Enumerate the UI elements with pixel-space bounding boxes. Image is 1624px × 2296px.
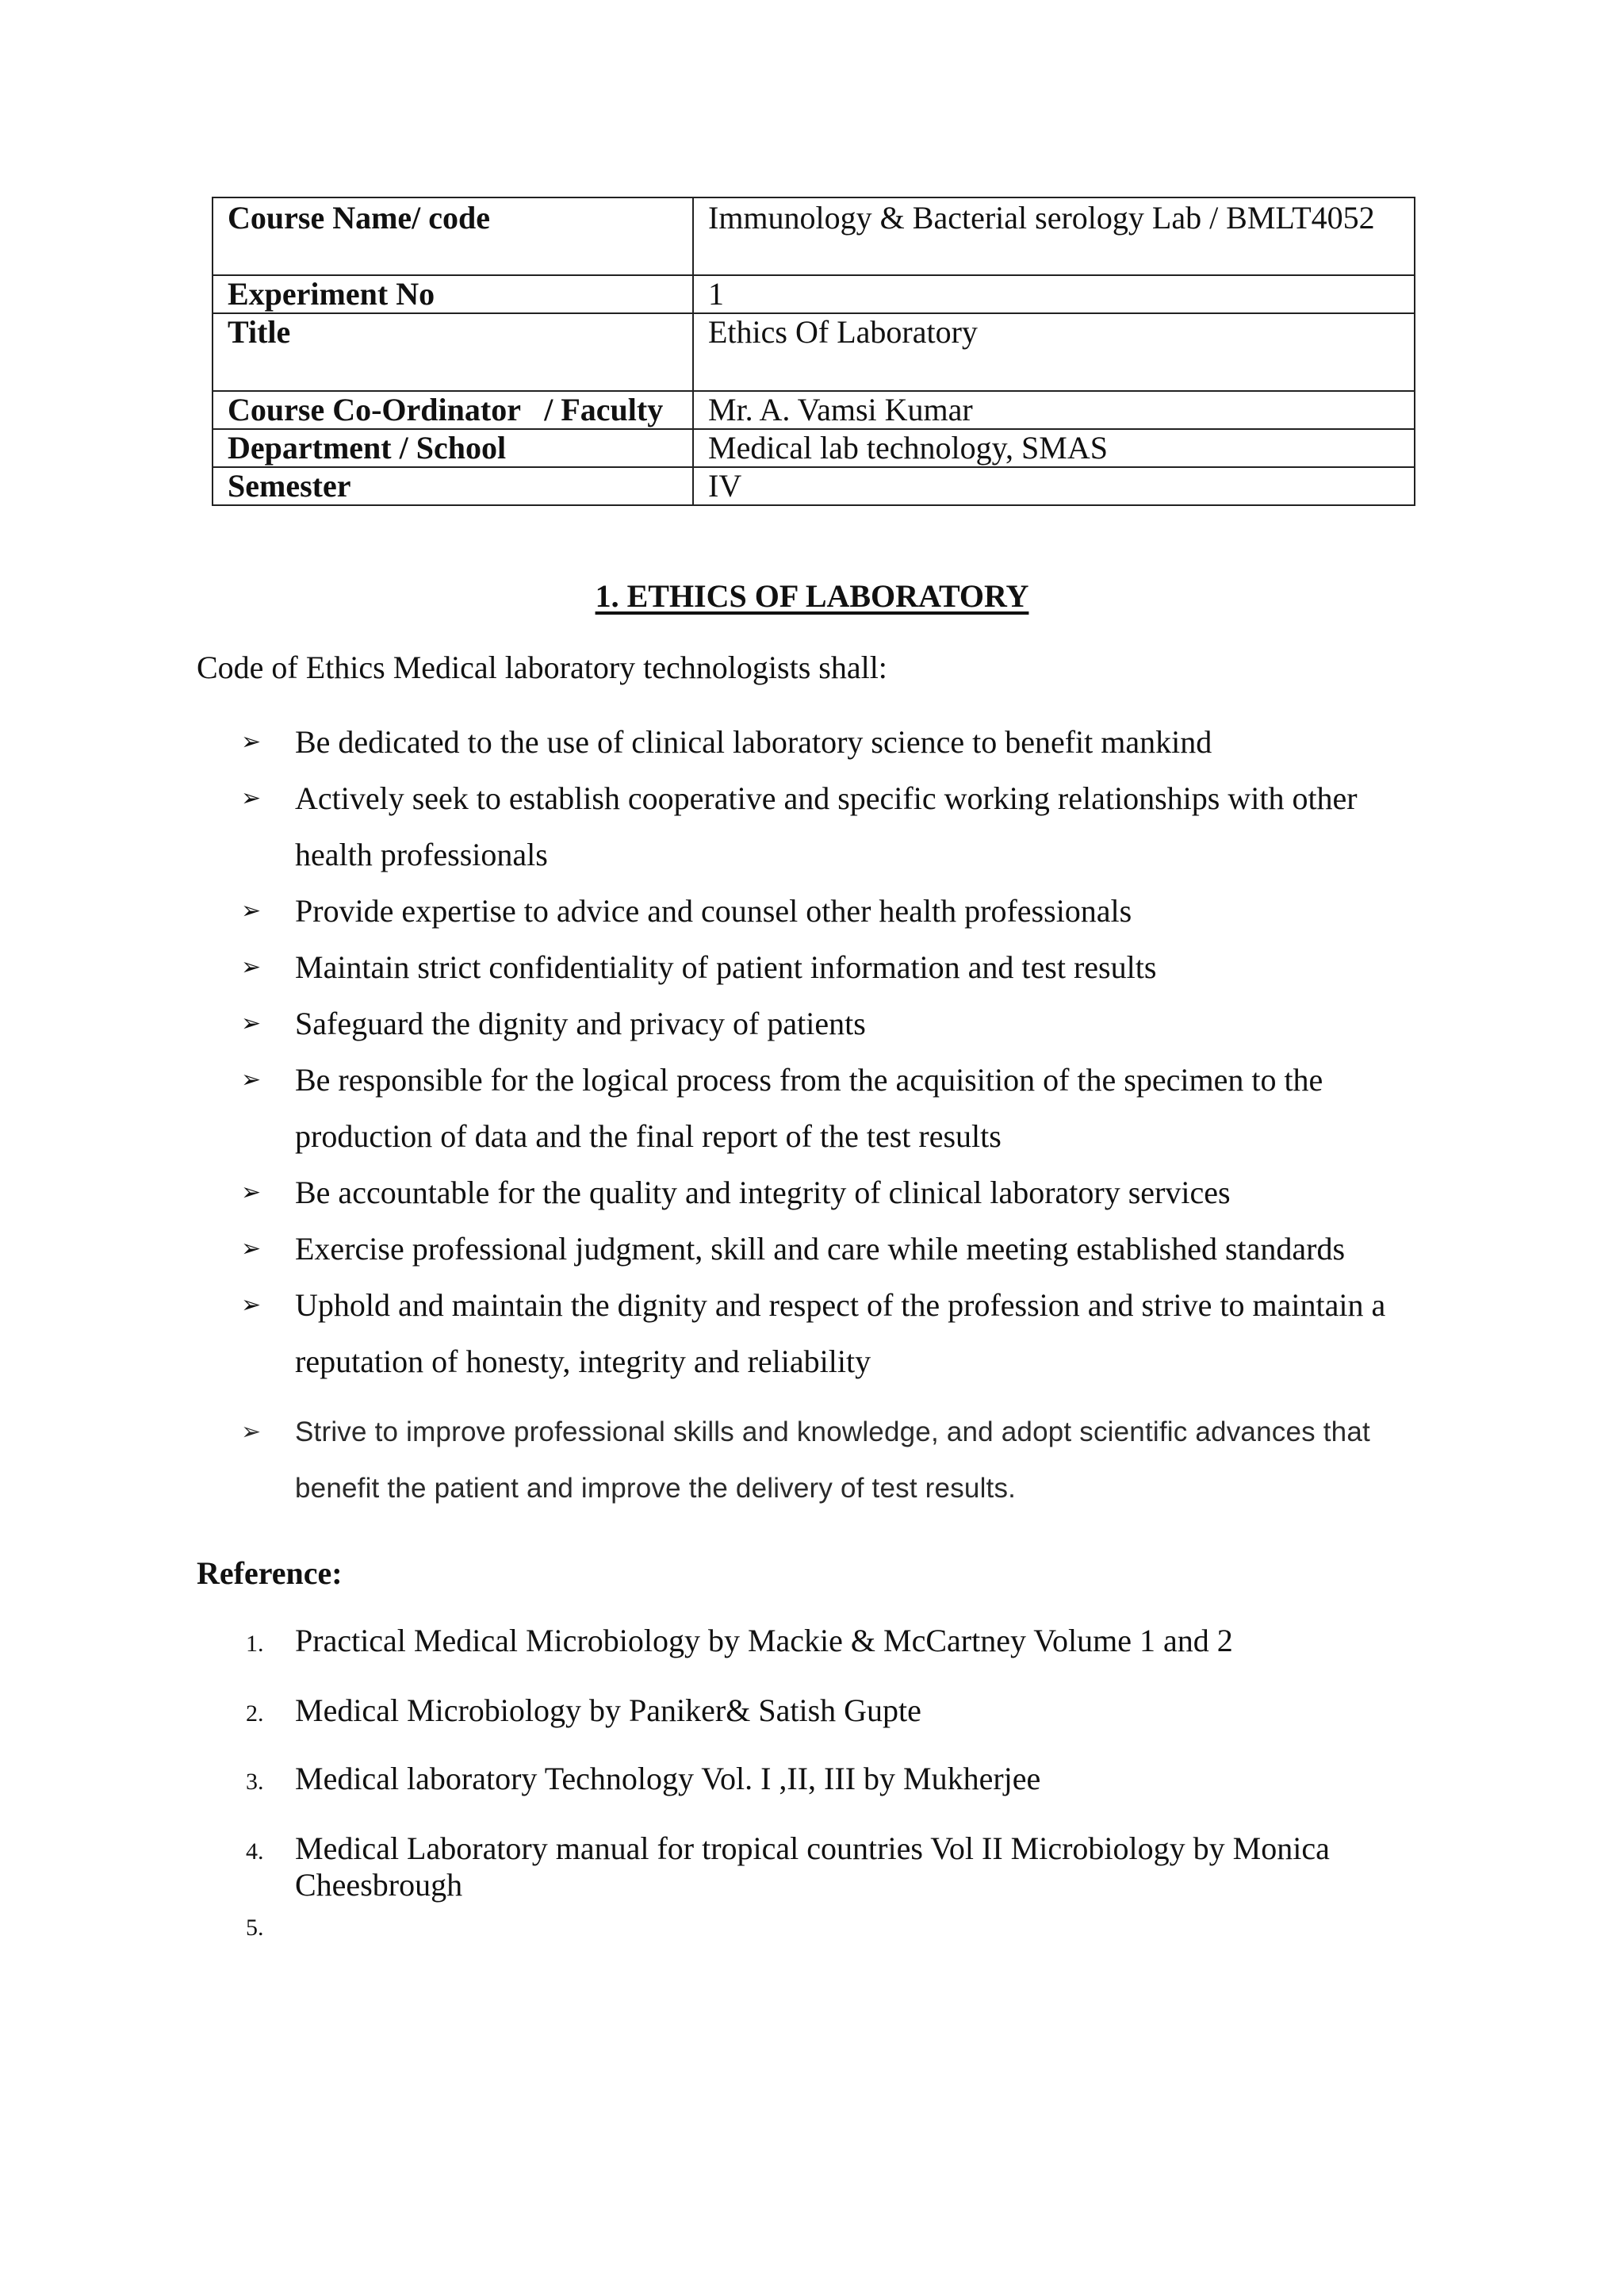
- reference-item: [0, 1692, 1624, 1761]
- list-item-text: Maintain strict confidentiality of patient information and test results: [295, 949, 1157, 985]
- semester-value: IV: [693, 467, 1415, 505]
- experiment-no-label: Experiment No: [213, 275, 693, 313]
- list-item: [0, 883, 1624, 939]
- list-item-text: Be accountable for the quality and integrity of clinical laboratory services: [295, 1175, 1231, 1210]
- arrowhead-bullet-icon: ➢: [241, 784, 262, 812]
- table-row: [213, 275, 1415, 313]
- arrowhead-bullet-icon: ➢: [241, 1179, 262, 1206]
- reference-number: 2.: [246, 1700, 264, 1727]
- section-heading-text: 1. ETHICS OF LABORATORY: [595, 578, 1029, 614]
- table-row: [213, 467, 1415, 505]
- table-row: [213, 429, 1415, 467]
- arrowhead-bullet-icon: ➢: [241, 728, 262, 756]
- table-row: [213, 391, 1415, 429]
- course-info-table: [212, 197, 1415, 506]
- table-row: [213, 313, 1415, 391]
- course-name-value: Immunology & Bacterial serology Lab / BMLT4052: [693, 197, 1415, 275]
- reference-item: [0, 1623, 1624, 1692]
- reference-number: 5.: [246, 1915, 264, 1941]
- reference-text: Medical laboratory Technology Vol. I ,II, III by Mukherjee: [295, 1761, 1041, 1796]
- title-label: Title: [213, 313, 693, 391]
- section-heading: [0, 577, 1624, 615]
- list-item: [0, 714, 1624, 770]
- ethics-bullet-list: [0, 714, 1624, 1516]
- arrowhead-bullet-icon: ➢: [241, 1235, 262, 1263]
- reference-number: 1.: [246, 1631, 264, 1657]
- reference-number: 4.: [246, 1838, 264, 1865]
- list-item-text: Exercise professional judgment, skill and care while meeting established standards: [295, 1231, 1346, 1267]
- list-item: [0, 1221, 1624, 1277]
- course-name-label: Course Name/ code: [213, 197, 693, 275]
- list-item: [0, 1277, 1624, 1389]
- list-item: [0, 770, 1624, 883]
- reference-item: [0, 1907, 1624, 1943]
- arrowhead-bullet-icon: ➢: [241, 1010, 262, 1037]
- list-item-text: Uphold and maintain the dignity and respect of the profession and strive to maintain a reputation of honesty, integrity and reliability: [295, 1287, 1386, 1379]
- title-value: Ethics Of Laboratory: [693, 313, 1415, 391]
- reference-text: Practical Medical Microbiology by Mackie & McCartney Volume 1 and 2: [295, 1623, 1233, 1658]
- reference-list: [0, 1623, 1624, 1943]
- code-of-ethics-intro: Code of Ethics Medical laboratory technologists shall:: [197, 650, 887, 685]
- list-item-text: Be dedicated to the use of clinical laboratory science to benefit mankind: [295, 724, 1212, 760]
- experiment-no-value: 1: [693, 275, 1415, 313]
- department-label: Department / School: [213, 429, 693, 467]
- arrowhead-bullet-icon: ➢: [241, 1066, 262, 1094]
- list-item-text: Actively seek to establish cooperative and specific working relationships with other health professionals: [295, 780, 1358, 872]
- reference-heading: Reference:: [197, 1555, 343, 1591]
- arrowhead-bullet-icon: ➢: [241, 953, 262, 981]
- list-item: [0, 1052, 1624, 1164]
- list-item: [0, 995, 1624, 1052]
- list-item-text: Strive to improve professional skills and knowledge, and adopt scientific advances that benefit the patient and improve the delivery of test results.: [295, 1416, 1370, 1504]
- arrowhead-bullet-icon: ➢: [241, 897, 262, 925]
- list-item: [0, 1404, 1624, 1516]
- reference-item: [0, 1761, 1624, 1830]
- list-item-text: Provide expertise to advice and counsel other health professionals: [295, 893, 1132, 929]
- reference-number: 3.: [246, 1769, 264, 1795]
- list-item-text: Be responsible for the logical process from the acquisition of the specimen to the production of data and the final report of the test results: [295, 1062, 1323, 1154]
- reference-text: Medical Microbiology by Paniker& Satish Gupte: [295, 1692, 921, 1728]
- reference-text: Medical Laboratory manual for tropical countries Vol II Microbiology by Monica Cheesbrough: [295, 1830, 1330, 1903]
- coordinator-label: Course Co-Ordinator / Faculty: [213, 391, 693, 429]
- semester-label: Semester: [213, 467, 693, 505]
- department-value: Medical lab technology, SMAS: [693, 429, 1415, 467]
- table-row: [213, 197, 1415, 275]
- list-item-text: Safeguard the dignity and privacy of patients: [295, 1006, 866, 1041]
- coordinator-value: Mr. A. Vamsi Kumar: [693, 391, 1415, 429]
- arrowhead-bullet-icon: ➢: [241, 1291, 262, 1319]
- list-item: [0, 939, 1624, 995]
- list-item: [0, 1164, 1624, 1221]
- arrowhead-bullet-icon: ➢: [241, 1418, 262, 1446]
- reference-item: [0, 1830, 1624, 1907]
